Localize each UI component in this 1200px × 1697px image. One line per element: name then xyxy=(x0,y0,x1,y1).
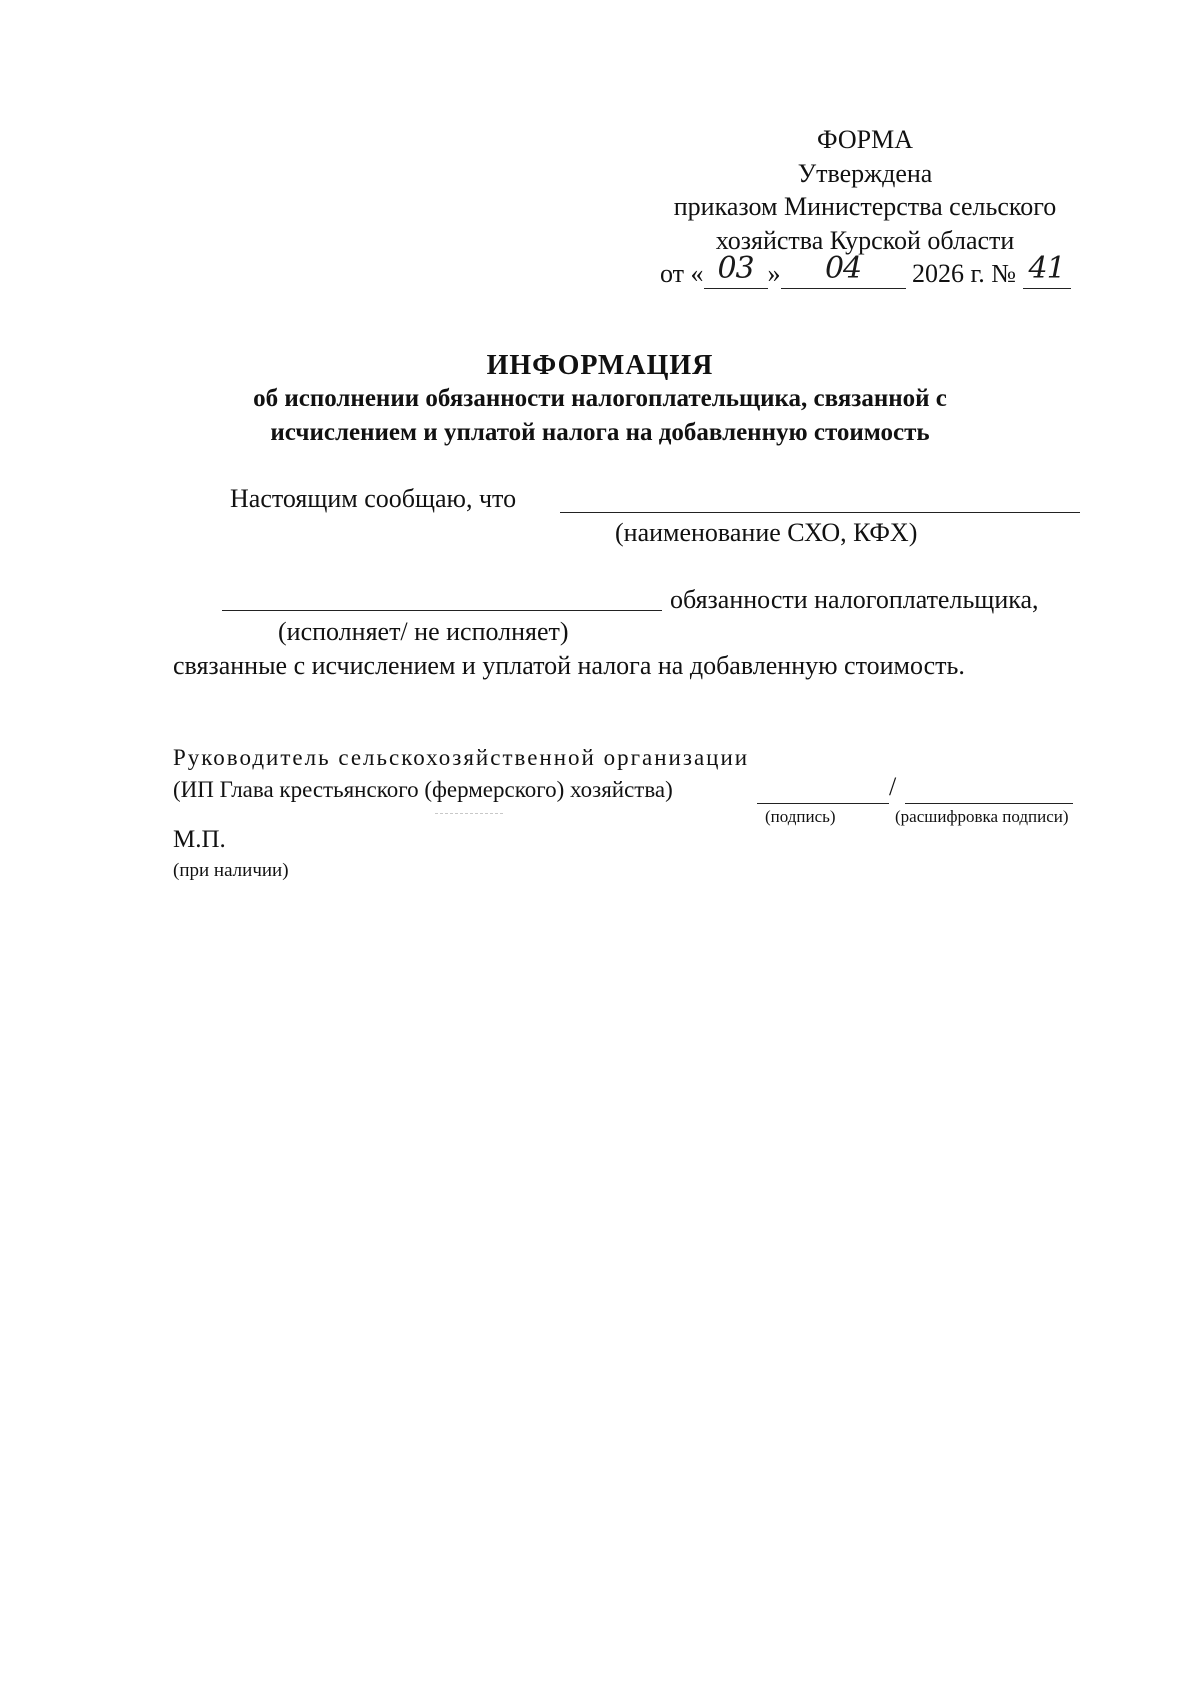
head-title xyxy=(173,745,749,771)
signature-slash: / xyxy=(889,772,897,801)
head-line-1: Руководитель сельскохозяйственной организации xyxy=(173,745,750,770)
fulfilment-caption: (исполняет/ не исполняет) xyxy=(278,617,569,646)
day-field xyxy=(704,251,768,289)
organization-name-caption: (наименование СХО, КФХ) xyxy=(615,518,918,547)
day-close: » xyxy=(767,259,781,288)
stamp-note: (при наличии) xyxy=(173,860,289,881)
number-handwritten: 41 xyxy=(1028,251,1065,286)
stamp-label: М.П. xyxy=(173,826,226,853)
day-handwritten: 03 xyxy=(717,251,754,286)
month-field xyxy=(781,251,906,289)
order-line-2: хозяйства Курской области xyxy=(715,226,1015,255)
document-subtitle-line-1: об исполнении обязанности налогоплательщика, связанной с xyxy=(253,385,947,412)
decode-caption: (расшифровка подписи) xyxy=(895,807,1069,826)
form-label: ФОРМА xyxy=(817,125,913,154)
faint-mark xyxy=(435,813,503,814)
number-field xyxy=(1023,251,1071,289)
signature-line xyxy=(757,803,889,804)
order-date-line xyxy=(660,251,1071,289)
closing-line: связанные с исчислением и уплатой налога на добавленную стоимость. xyxy=(173,651,965,680)
month-handwritten: 04 xyxy=(824,251,862,286)
document-subtitle-line-2: исчислением и уплатой налога на добавленную стоимость xyxy=(270,419,930,446)
obligations-text: обязанности налогоплательщика, xyxy=(670,585,1039,614)
organization-name-line xyxy=(560,512,1080,513)
signature-decode-line xyxy=(905,803,1073,804)
year-text: 2026 г. № xyxy=(912,259,1017,288)
intro-text: Настоящим сообщаю, что xyxy=(230,484,517,513)
document-title: ИНФОРМАЦИЯ xyxy=(486,350,714,381)
approved-label: Утверждена xyxy=(797,159,933,188)
head-line-2: (ИП Глава крестьянского (фермерского) хозяйства) xyxy=(173,777,673,802)
date-prefix: от « xyxy=(660,259,704,288)
order-line-1: приказом Министерства сельского xyxy=(673,192,1057,221)
fulfilment-line xyxy=(222,610,662,611)
signature-caption: (подпись) xyxy=(765,807,836,826)
